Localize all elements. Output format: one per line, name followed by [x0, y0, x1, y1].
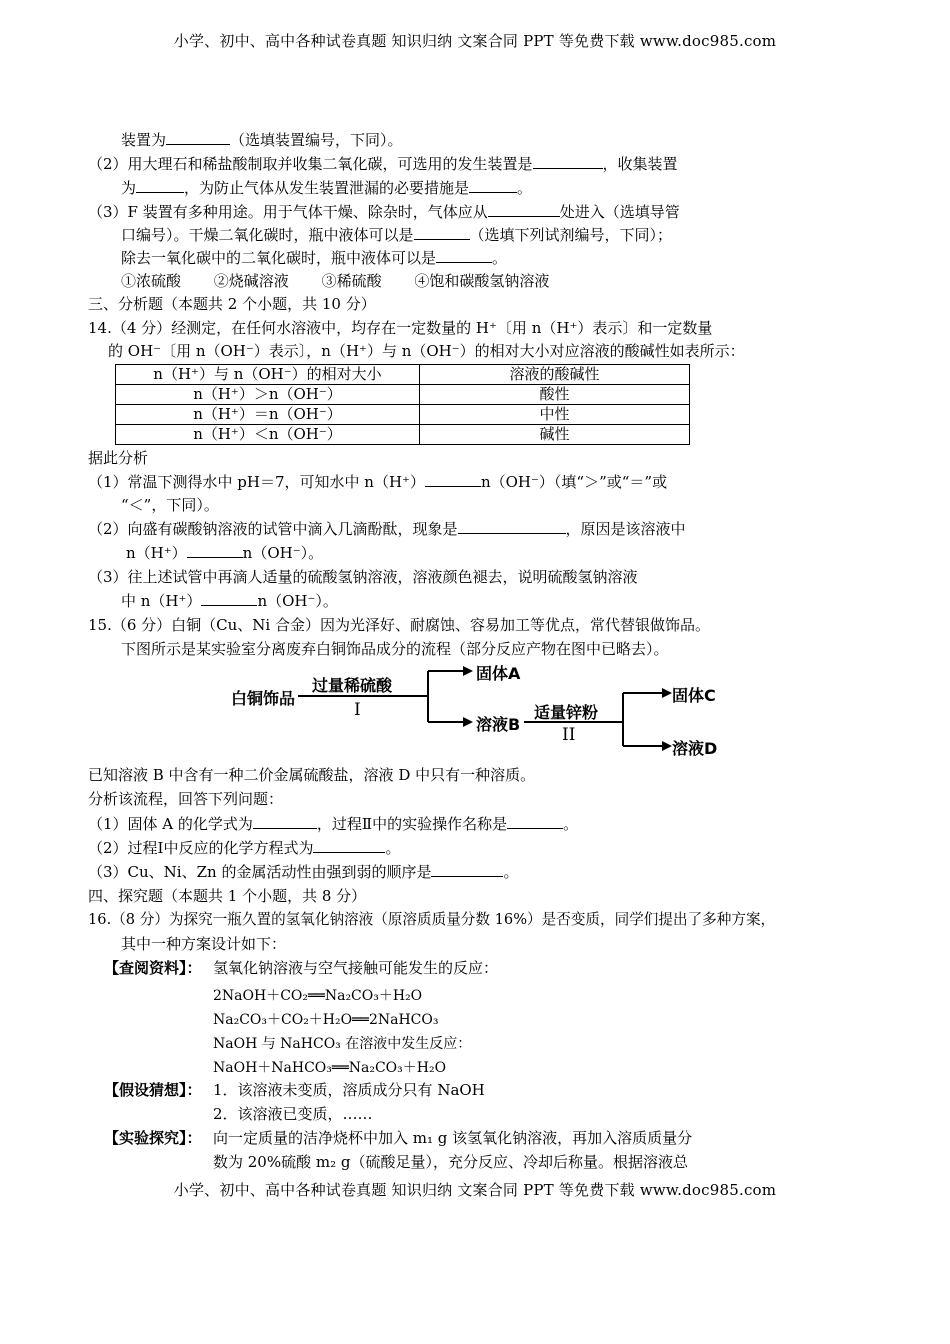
flow-node-solution-d: 溶液D: [672, 739, 718, 758]
q15-known: 已知溶液 B 中含有一种二价金属硫酸盐，溶液 D 中只有一种溶质。: [88, 766, 536, 784]
q15-stem-line-1: 15.（6 分）白铜（Cu、Ni 合金）因为光泽好、耐腐蚀、容易加工等优点，常代替银做饰品。: [88, 616, 710, 634]
arrowhead-icon: [662, 741, 672, 751]
table-cell: 中性: [420, 405, 690, 425]
q15-part-1: （1）固体 A 的化学式为 ，过程Ⅱ中的实验操作名称是 。: [88, 815, 579, 833]
q16-equation-1: 2NaOH＋CO₂══Na₂CO₃＋H₂O: [213, 988, 423, 1004]
answer-blank[interactable]: [431, 862, 503, 877]
q14-part-1-line-1: （1）常温下测得水中 pH＝7，可知水中 n（H⁺） n（OH⁻）（填“＞”或“＝”或: [88, 473, 668, 491]
flow-step-1-number: I: [354, 700, 361, 720]
table-cell: n（H⁺）＞n（OH⁻）: [116, 385, 420, 405]
flow-step-2-reagent: 适量锌粉: [534, 703, 599, 722]
q13-line-5: 口编号）。干燥二氧化碳时，瓶中液体可以是 （选填下列试剂编号，下同）；: [121, 226, 673, 244]
flow-step-1-reagent: 过量稀硫酸: [312, 676, 393, 695]
q14-analysis-label: 据此分析: [88, 449, 149, 467]
q13-line-2: （2）用大理石和稀盐酸制取并收集二氧化碳，可选用的发生装置是 ，收集装置: [88, 155, 678, 173]
answer-blank[interactable]: [507, 814, 563, 829]
table-header-cell: 溶液的酸碱性: [420, 365, 690, 385]
answer-blank[interactable]: [253, 814, 317, 829]
flow-node-solution-b: 溶液B: [476, 715, 521, 734]
q16-equation-4: NaOH＋NaHCO₃══Na₂CO₃＋H₂O: [213, 1060, 447, 1076]
q15-part-2: （2）过程Ⅰ中反应的化学方程式为 。: [88, 839, 401, 857]
q13-line-3: 为 ，为防止气体从发生装置泄漏的必要措施是 。: [121, 179, 533, 197]
q14-part-3-line-2: 中 n（H⁺） n（OH⁻）。: [121, 592, 338, 610]
page-footer: 小学、初中、高中各种试卷真题 知识归纳 文案合同 PPT 等免费下载 www.doc985.com: [173, 1181, 777, 1199]
q16-equation-3-text: NaOH 与 NaHCO₃ 在溶液中发生反应：: [213, 1036, 472, 1052]
q16-reference-label: 【查阅资料】：: [104, 959, 202, 977]
flow-node-start: 白铜饰品: [231, 689, 296, 708]
q14-part-2-line-1: （2）向盛有碳酸钠溶液的试管中滴入几滴酚酞，现象是 ，原因是该溶液中: [88, 520, 686, 538]
table-header-cell: n（H⁺）与 n（OH⁻）的相对大小: [116, 365, 420, 385]
arrowhead-icon: [662, 688, 672, 698]
arrowhead-icon: [463, 717, 473, 727]
q15-analyze: 分析该流程，回答下列问题：: [88, 790, 284, 808]
q14-part-2-line-2: n（H⁺） n（OH⁻）。: [126, 544, 324, 562]
q16-experiment-label: 【实验探究】：: [104, 1129, 202, 1147]
q13-line-1: 装置为 （选填装置编号，下同）。: [121, 131, 403, 149]
q16-stem-line-2: 其中一种方案设计如下：: [121, 935, 287, 953]
q13-line-6: 除去一氧化碳中的二氧化碳时，瓶中液体可以是 。: [121, 249, 508, 267]
flow-node-solid-c: 固体C: [672, 686, 716, 705]
q14-stem-line-2: 的 OH⁻〔用 n（OH⁻）表示〕，n（H⁺）与 n（OH⁻）的相对大小对应溶液的酸碱性如表所示：: [108, 342, 745, 360]
q16-experiment-line-1: 向一定质量的洁净烧杯中加入 m₁ g 该氢氧化钠溶液，再加入溶质质量分: [213, 1129, 693, 1147]
q13-line-4: （3）F 装置有多种用途。用于气体干燥、除杂时，气体应从 处进入（选填导管: [88, 203, 680, 221]
q16-reference-text: 氢氧化钠溶液与空气接触可能发生的反应：: [213, 959, 499, 977]
answer-blank[interactable]: [313, 838, 385, 853]
section-4-title: 四、探究题（本题共 1 个小题，共 8 分）: [88, 887, 367, 905]
q14-part-1-line-2: “＜”，下同）。: [121, 496, 219, 514]
q15-part-3: （3）Cu、Ni、Zn 的金属活动性由强到弱的顺序是 。: [88, 863, 519, 881]
q16-hypothesis-1: 1．该溶液未变质，溶质成分只有 NaOH: [213, 1081, 485, 1099]
q14-stem-line-1: 14.（4 分）经测定，在任何水溶液中，均存在一定数量的 H⁺〔用 n（H⁺）表示〕和一定数量: [88, 319, 713, 337]
q13-options: ①浓硫酸 ②烧碱溶液 ③稀硫酸 ④饱和碳酸氢钠溶液: [121, 272, 550, 290]
q16-hypothesis-2: 2．该溶液已变质，……: [213, 1105, 373, 1123]
flow-step-2-number: II: [562, 725, 576, 745]
q16-equation-2: Na₂CO₃＋CO₂＋H₂O══2NaHCO₃: [213, 1012, 439, 1028]
section-3-title: 三、分析题（本题共 2 个小题，共 10 分）: [88, 295, 376, 313]
q15-stem-line-2: 下图所示是某实验室分离废弃白铜饰品成分的流程（部分反应产物在图中已略去）。: [121, 640, 669, 658]
table-cell: 碱性: [420, 425, 690, 445]
table-cell: n（H⁺）＜n（OH⁻）: [116, 425, 420, 445]
arrowhead-icon: [463, 666, 473, 676]
q16-stem-line-1: 16.（8 分）为探究一瓶久置的氢氧化钠溶液（原溶质质量分数 16%）是否变质，同学们提出了多种方案，: [88, 911, 776, 928]
page-header: 小学、初中、高中各种试卷真题 知识归纳 文案合同 PPT 等免费下载 www.doc985.com: [173, 32, 777, 50]
q14-part-3-line-1: （3）往上述试管中再滴人适量的硫酸氢钠溶液，溶液颜色褪去，说明硫酸氢钠溶液: [88, 568, 638, 586]
table-cell: n（H⁺）＝n（OH⁻）: [116, 405, 420, 425]
q16-hypothesis-label: 【假设猜想】：: [104, 1081, 202, 1099]
table-cell: 酸性: [420, 385, 690, 405]
q16-experiment-line-2: 数为 20%硫酸 m₂ g（硫酸足量），充分反应、冷却后称量。根据溶液总: [213, 1153, 688, 1171]
flow-node-solid-a: 固体A: [476, 664, 521, 683]
